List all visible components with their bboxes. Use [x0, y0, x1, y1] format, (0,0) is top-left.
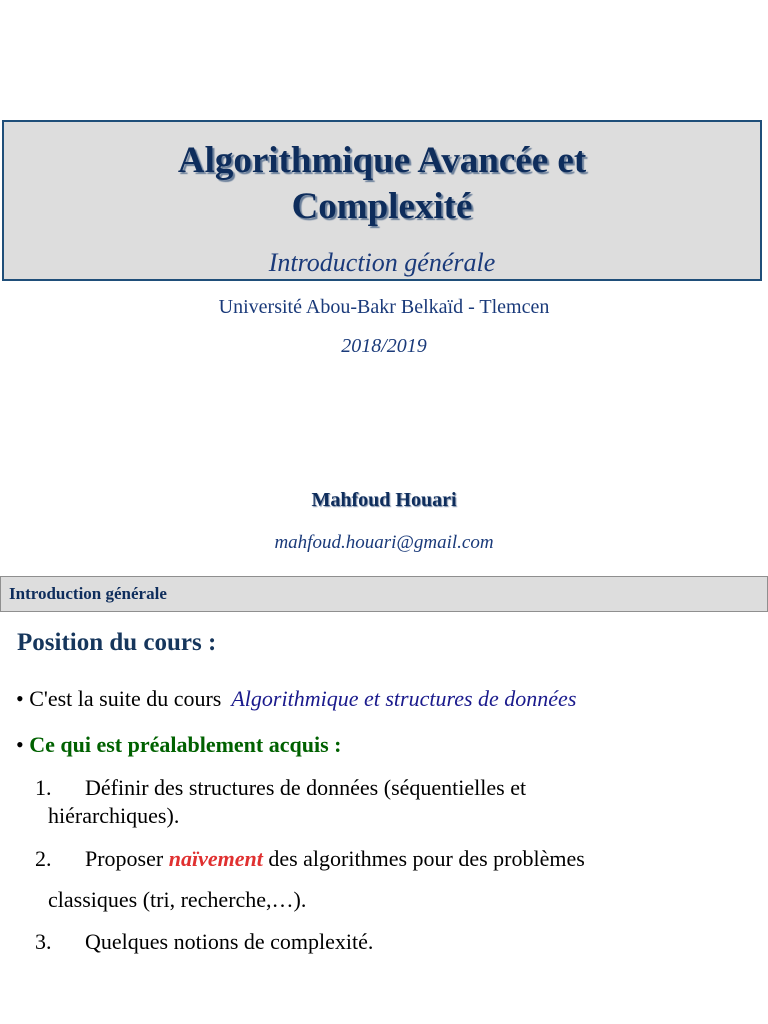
- title-box: [2, 120, 762, 281]
- list-item-2-continuation: classiques (tri, recherche,…).: [48, 887, 307, 912]
- author-name: Mahfoud Houari: [311, 489, 457, 511]
- slide-subtitle: Introduction générale: [268, 248, 496, 277]
- item-number: 1.: [35, 775, 52, 800]
- section-heading: Position du cours :: [17, 629, 217, 656]
- item-number: 3.: [35, 929, 52, 954]
- title-line-1: Algorithmique Avancée et: [177, 140, 587, 181]
- title-line-2: Complexité: [291, 186, 473, 227]
- bullet-marker: •: [16, 686, 24, 711]
- bullet-text: Ce qui est préalablement acquis :: [29, 732, 342, 757]
- course-name-link: Algorithmique et structures de données: [231, 686, 577, 711]
- author-email[interactable]: mahfoud.houari@gmail.com: [274, 532, 494, 553]
- bullet-text: C'est la suite du cours: [29, 686, 222, 711]
- section-header-bar: [0, 576, 768, 612]
- list-item-2: [35, 846, 585, 872]
- item-text-before: Proposer: [85, 846, 164, 871]
- slide-title: [4, 138, 760, 230]
- list-item-3: [35, 929, 373, 955]
- bullet-prerequisites: [16, 732, 341, 758]
- item-text-after: des algorithmes pour des problèmes: [268, 846, 585, 871]
- list-item-1: [35, 775, 526, 801]
- academic-year: 2018/2019: [341, 335, 427, 357]
- item-text: Quelques notions de complexité.: [85, 929, 374, 954]
- bullet-course-continuation: [16, 686, 576, 712]
- item-emphasis: naïvement: [168, 846, 263, 871]
- item-number: 2.: [35, 846, 52, 871]
- list-item-1-continuation: hiérarchiques).: [48, 803, 180, 828]
- university-name: Université Abou-Bakr Belkaïd - Tlemcen: [218, 296, 550, 318]
- bullet-marker: •: [16, 732, 24, 757]
- item-text: Définir des structures de données (séquentielles et: [85, 775, 527, 800]
- section-label: Introduction générale: [9, 584, 167, 603]
